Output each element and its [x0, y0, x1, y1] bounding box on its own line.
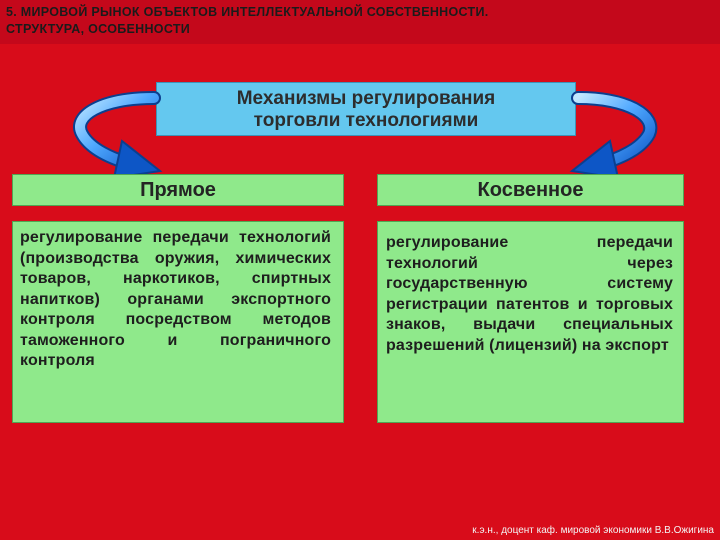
mechanisms-title-line-2: торговли технологиями — [253, 110, 479, 131]
indirect-header: Косвенное — [377, 174, 684, 206]
curved-arrow-right-icon — [572, 98, 650, 178]
indirect-description: регулирование передачи технологий через государственную систему регистрации патентов и торговых знаков, выдачи специальных разрешений (лицензий) на экспорт — [377, 221, 684, 423]
header-line-1: 5. МИРОВОЙ РЫНОК ОБЪЕКТОВ ИНТЕЛЛЕКТУАЛЬНОЙ СОБСТВЕННОСТИ. — [6, 5, 489, 19]
curved-arrow-left-icon — [80, 98, 160, 178]
slide-header — [6, 4, 714, 38]
direct-description: регулирование передачи технологий (производства оружия, химических товаров, наркотиков, спиртных напитков) органами экспортного контроля посредством методов таможенного и пограничного контроля — [12, 221, 344, 423]
author-footer: к.э.н., доцент каф. мировой экономики В.В.Ожигина — [472, 525, 714, 536]
direct-header: Прямое — [12, 174, 344, 206]
header-line-2: СТРУКТУРА, ОСОБЕННОСТИ — [6, 22, 191, 36]
mechanisms-box — [156, 82, 576, 136]
mechanisms-title-line-1: Механизмы регулирования — [236, 88, 496, 109]
